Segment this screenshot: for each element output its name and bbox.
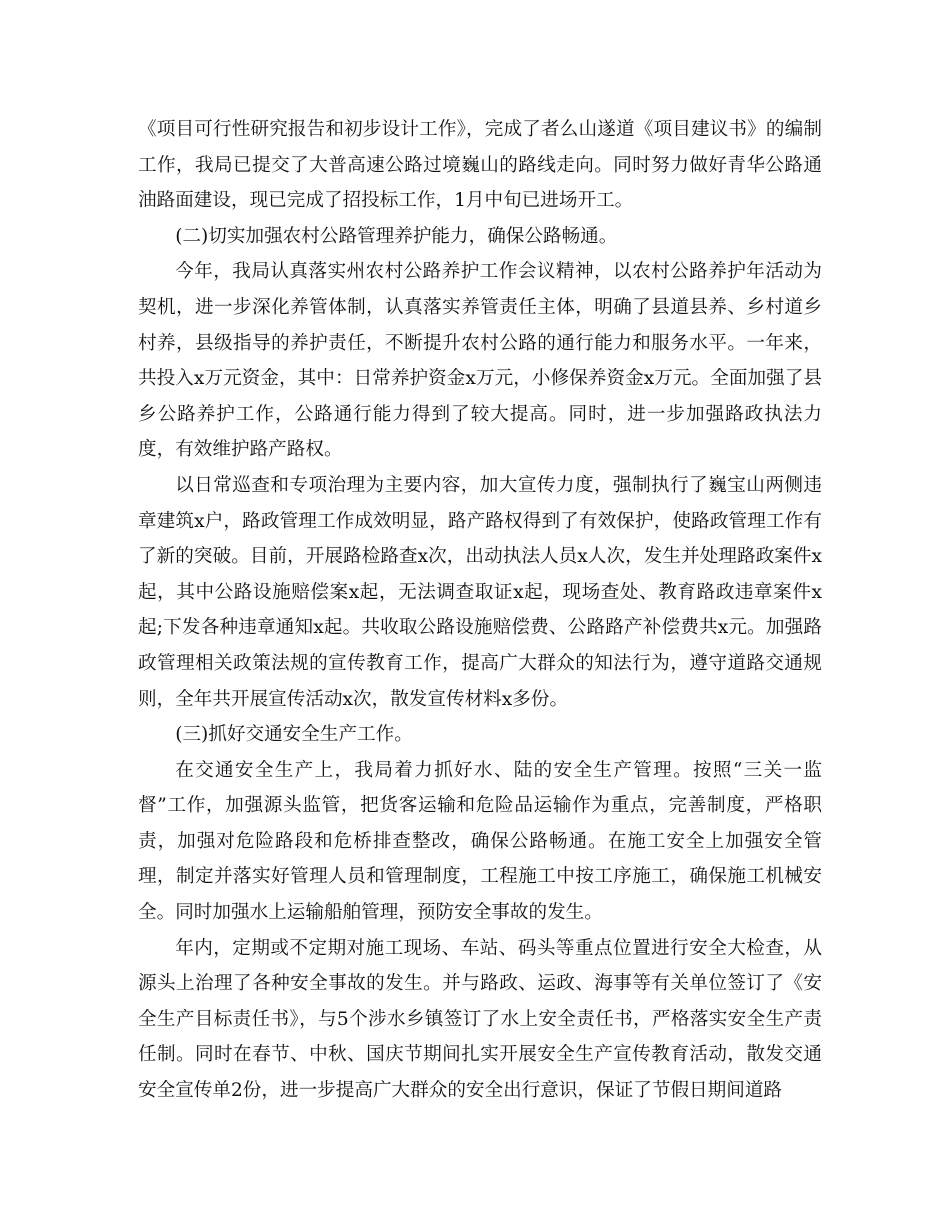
- section-heading-rural-road-maintenance: (二)切实加强农村公路管理养护能力，确保公路畅通。: [175, 225, 618, 247]
- document-body: [138, 112, 822, 1109]
- paragraph-continuation: 《项目可行性研究报告和初步设计工作》，完成了者么山遂道《项目建议书》的编制工作，我局已提交了大普高速公路过境巍山的路线走向。同时努力做好青华公路通油路面建设，现已完成了招投标工作，1月中旬已进场开工。: [138, 119, 822, 212]
- paragraph-rural-road-maintenance: 今年，我局认真落实州农村公路养护工作会议精神，以农村公路养护年活动为契机，进一步深化养管体制，认真落实养管责任主体，明确了县道县养、乡村道乡村养，县级指导的养护责任，不断提升农村公路的通行能力和服务水平。一年来，共投入x万元资金，其中：日常养护资金x万元，小修保养资金x万元。全面加强了县乡公路养护工作，公路通行能力得到了较大提高。同时，进一步加强路政执法力度，有效维护路产路权。: [138, 261, 822, 461]
- section-heading-traffic-safety: (三)抓好交通安全生产工作。: [175, 724, 413, 746]
- paragraph-safety-inspection: 年内，定期或不定期对施工现场、车站、码头等重点位置进行安全大检查，从源头上治理了各种安全事故的发生。并与路政、运政、海事等有关单位签订了《安全生产目标责任书》，与5个涉水乡镇签订了水上安全责任书，严格落实安全生产责任制。同时在春节、中秋、国庆节期间扎实开展安全生产宣传教育活动，散发交通安全宣传单2份，进一步提高广大群众的安全出行意识，保证了节假日期间道路: [138, 937, 822, 1102]
- paragraph-traffic-safety: 在交通安全生产上，我局着力抓好水、陆的安全生产管理。按照“三关一监督”工作，加强源头监管，把货客运输和危险品运输作为重点，完善制度，严格职责，加强对危险路段和危桥排查整改，确保公路畅通。在施工安全上加强安全管理，制定并落实好管理人员和管理制度，工程施工中按工序施工，确保施工机械安全。同时加强水上运输船舶管理，预防安全事故的发生。: [138, 759, 822, 924]
- paragraph-road-administration: 以日常巡查和专项治理为主要内容，加大宣传力度，强制执行了巍宝山两侧违章建筑x户，路政管理工作成效明显，路产路权得到了有效保护，使路政管理工作有了新的突破。目前，开展路检路查x次，出动执法人员x人次，发生并处理路政案件x起，其中公路设施赔偿案x起，无法调查取证x起，现场查处、教育路政违章案件x起;下发各种违章通知x起。共收取公路设施赔偿费、公路路产补偿费共x元。加强路政管理相关政策法规的宣传教育工作，提高广大群众的知法行为，遵守道路交通规则，全年共开展宣传活动x次，散发宣传材料x多份。: [138, 474, 822, 710]
